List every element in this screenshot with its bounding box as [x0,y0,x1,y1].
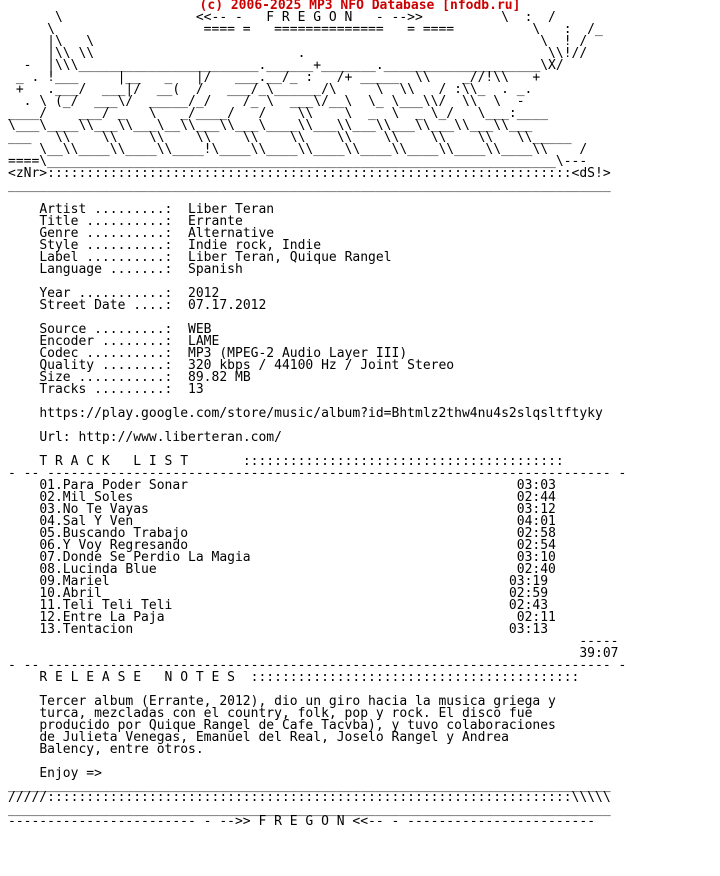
track-time: 04:01 [516,514,556,529]
release-notes-line: Balency, entre otros. [39,742,204,757]
size-value: 89.82 MB [188,370,251,385]
title-value: Errante [188,214,243,229]
track-name: 07.Donde Se Perdio La Magia [39,550,251,565]
release-divider: - -- ------------------------------------------------------------------------ - [8,658,627,673]
track-time: 02:43 [508,598,549,613]
art-line: \___\____\\___\\___\__\\___\\___\____\\___\\___\\___\\___\\___\\___ [8,118,533,133]
track-time: 03:13 [508,622,549,637]
art-line: \ ==== = ============== = ==== \ : /_ [8,22,603,37]
source-label: Source .........: [39,322,173,337]
site-copyright-link[interactable]: (c) 2006-2025 MP3 NFO Database [nfodb.ru] [199,0,521,13]
track-name: 08.Lucinda Blue [39,562,157,577]
codec-label: Codec ..........: [39,346,173,361]
art-line: \__\\____\\____\\____!\____\\____\\____\\____\\____\\____\\____\\ / [8,142,588,157]
nfo-text: \ <<-- - F R E G O N - -->> \ : / \ ==== = ============== = ==== \ : /_ |\ \ \ ! / |\\ \\ . \\!// - |\\\_______________________.______+_______.____________________\X/ _ . !___ |__ _ |/ ___.__/_ : /+ _____ \\ _//!\\ + + .___/ ___|/ __( / ___/_\______/\ \ \\ / :\\_ . _. . \ (_/ ___\/ _____/_/ /_ \ ___\/__\ \_ \___\\/ \\ \ - ____/ ___/ _ \ _/____/ / \\ \ _ \ _ \_/ \___:____ \___\____\\___\\___\__\\___\\___\____\\___\\___\\___\\___\\___\\___ ___ \\ \\ \\ \\ \\ \\ \\ \\ \\ \\ \\_____ \__\\____\\____\\____!\____\\____\\____\\____\\____\\____\\____\\ / ====\_________________________________________________________________\--- <zNr>:::::::::::::::::::::::::::::::::::::::::::::::::::::::::::::::::::<dS!> _____________________________________________________________________________ Artist .........: Liber Teran Title ..........: Errante Genre ..........: Alternative Style ..........: Indie rock, Indie Label ..........: Liber Teran, Quique Rangel Language .......: Spanish Year ...........: 2012 Street Date ....: 07.17.2012 Source .........: WEB Encoder ........: LAME Codec ..........: MP3 (MPEG-2 Audio Layer III) Quality ........: 320 kbps / 44100 Hz / Joint Stereo Size ...........: 89.82 MB Tracks .........: 13 https://play.google.com/store/music/album?id=Bhtmlz2thw4nu4s2slqsltftyky Url: http://www.liberteran.com/ T R A C K L I S T ::::::::::::::::::::::::::::::::::::::::: - -- ------------------------------------------------------------------------ - 01.Para Poder Sonar 03:03 02.Mil Soles 02:44 03.No Te Vayas 03:12 04.Sal Y Ven 04:01 05.Buscando Trabajo 02:58 06.Y Voy Regresando 02:54 07.Donde Se Perdio La Magia 03:10 08.Lucinda Blue 02:40 09.Mariel 03:19 10.Abril 02:59 11.Teli Teli Teli 02:43 12.Entre La Paja 02:11 13.Tentacion 03:13 ----- 39:07 - -- ------------------------------------------------------------------------ - R E L E A S E N O T E S :::::::::::::::::::::::::::::::::::::::::: Tercer album (Errante, 2012), dio un giro hacia la musica griega y turca, mezcladas con el country, folk, pop y rock. El disco fue producido por Quique Rangel de Cafe Tacvba), y tuvo colaboraciones de Julieta Venegas, Emanuel del Real, Joselo Rangel y Andrea Balency, entre otros. Enjoy => _____________________________________________________________________________ /////:::::::::::::::::::::::::::::::::::::::::::::::::::::::::::::::::::\\\\\ _____________________________________________________________________________ ------------------------ - -->> F R E G O N <<-- - ------------------------ [8,10,627,829]
track-time: 02:11 [516,610,556,625]
track-time: 02:44 [516,490,556,505]
track-name: 11.Teli Teli Teli [39,598,173,613]
tracklist-heading-fill: ::::::::::::::::::::::::::::::::::::::::: [242,454,564,469]
divider-rule: _____________________________________________________________________________ [8,178,611,193]
street-date-value: 07.17.2012 [188,298,267,313]
tracks-label: Tracks .........: [39,382,173,397]
total-rule: ----- [579,634,619,649]
track-time: 02:54 [516,538,556,553]
label-value: Liber Teran, Quique Rangel [188,250,392,265]
url-label: Url: [39,430,71,445]
track-time: 03:12 [516,502,556,517]
footer-sign-right: <<-- - ------------------------ [352,814,596,829]
art-line: _ . !___ |__ _ |/ ___.__/_ : /+ _____ \\ _//!\\ + [8,70,541,85]
encoder-label: Encoder ........: [39,334,173,349]
art-line: + .___/ ___|/ __( / ___/_\______/\ \ \\ / :\\_ . _. [8,82,533,97]
store-link[interactable]: https://play.google.com/store/music/album?id=Bhtmlz2thw4nu4s2slqsltftyky [39,406,603,421]
track-name: 12.Entre La Paja [39,610,165,625]
art-line: |\\ \\ . \\!// [8,46,588,61]
source-value: WEB [188,322,212,337]
size-label: Size ...........: [39,370,173,385]
total-time: 39:07 [579,646,619,661]
street-date-label: Street Date ....: [39,298,173,313]
release-notes-line: producido por Quique Rangel de Cafe Tacvba), y tuvo colaboraciones [39,718,556,733]
track-time: 03:19 [508,574,549,589]
release-notes-heading: R E L E A S E N O T E S [39,670,235,685]
tracklist-heading: T R A C K L I S T [39,454,189,469]
track-time: 02:59 [508,586,549,601]
art-line: - |\\\_______________________.______+_______.____________________\X/ [8,58,564,73]
art-line: ____/ ___/ _ \ _/____/ / \\ \ _ \ _ \_/ \___:____ [8,106,549,121]
art-line: <zNr>:::::::::::::::::::::::::::::::::::::::::::::::::::::::::::::::::::<dS!> [8,166,611,181]
codec-value: MP3 (MPEG-2 Audio Layer III) [188,346,408,361]
track-name: 05.Buscando Trabajo [39,526,189,541]
tracks-value: 13 [188,382,204,397]
track-time: 03:03 [516,478,556,493]
footer-rule-mid: _____________________________________________________________________________ [8,802,611,817]
language-value: Spanish [188,262,243,277]
label-label: Label ..........: [39,250,173,265]
release-notes-line: turca, mezcladas con el country, folk, pop y rock. El disco fue [39,706,533,721]
art-line: . \ (_/ ___\/ _____/_/ /_ \ ___\/__\ \_ \___\\/ \\ \ - [8,94,525,109]
style-value: Indie rock, Indie [188,238,322,253]
release-notes-line: Tercer album (Errante, 2012), dio un giro hacia la musica griega y [39,694,556,709]
track-time: 03:10 [516,550,556,565]
track-name: 03.No Te Vayas [39,502,149,517]
track-name: 02.Mil Soles [39,490,134,505]
release-notes-line: de Julieta Venegas, Emanuel del Real, Joselo Rangel y Andrea [39,730,509,745]
footer-rule-top: _____________________________________________________________________________ [8,778,611,793]
quality-label: Quality ........: [39,358,173,373]
artist-value: Liber Teran [188,202,275,217]
quality-value: 320 kbps / 44100 Hz / Joint Stereo [188,358,455,373]
tracklist-divider: - -- ------------------------------------------------------------------------ - [8,466,627,481]
track-name: 04.Sal Y Ven [39,514,134,529]
track-time: 02:40 [516,562,556,577]
enjoy-text: Enjoy => [39,766,102,781]
title-label: Title ..........: [39,214,173,229]
genre-label: Genre ..........: [39,226,173,241]
footer-group-sign: F R E G O N [258,814,345,829]
art-line: ====\_________________________________________________________________\--- [8,154,588,169]
art-line: ___ \\ \\ \\ \\ \\ \\ \\ \\ \\ \\ \\_____ [8,130,572,145]
genre-value: Alternative [188,226,275,241]
style-label: Style ..........: [39,238,173,253]
art-group-title: <<-- - F R E G O N - -->> [195,10,423,25]
art-title-line: \ [8,10,196,25]
release-notes-heading-fill: :::::::::::::::::::::::::::::::::::::::::: [250,670,580,685]
artist-label: Artist .........: [39,202,173,217]
track-name: 13.Tentacion [39,622,134,637]
footer-sign-left: ------------------------ - -->> [8,814,251,829]
language-label: Language .......: [39,262,173,277]
year-value: 2012 [188,286,220,301]
footer-colon-line: /////:::::::::::::::::::::::::::::::::::::::::::::::::::::::::::::::::::\\\\\ [8,790,611,805]
encoder-value: LAME [188,334,220,349]
track-time: 02:58 [516,526,556,541]
website-link[interactable]: http://www.liberteran.com/ [78,430,282,445]
track-name: 09.Mariel [39,574,110,589]
track-name: 10.Abril [39,586,102,601]
year-label: Year ...........: [39,286,173,301]
track-name: 06.Y Voy Regresando [39,538,189,553]
art-line: |\ \ \ ! / [8,34,588,49]
track-name: 01.Para Poder Sonar [39,478,189,493]
